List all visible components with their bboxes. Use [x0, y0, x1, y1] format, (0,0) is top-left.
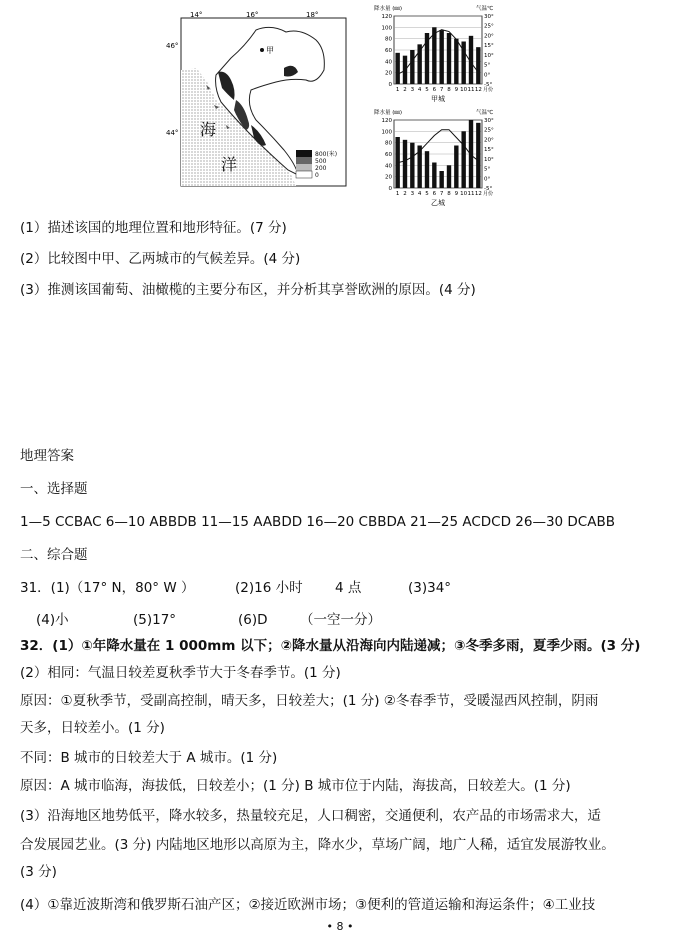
- country-map: [166, 10, 352, 188]
- month-label: 8: [447, 87, 451, 93]
- month-label: 11: [467, 87, 475, 93]
- right-tick-label: 20°: [484, 33, 494, 40]
- month-label: 9: [454, 87, 459, 93]
- right-tick-label: 25°: [484, 127, 494, 134]
- question-2: (2）比较图中甲、乙两城市的气候差异。(4 分): [20, 251, 301, 267]
- right-tick-label: -5°: [484, 186, 493, 192]
- left-axis-label: 降水量 (㎜): [374, 6, 403, 12]
- left-tick-label: 80: [385, 140, 392, 147]
- right-tick-label: 0°: [484, 72, 491, 79]
- month-label: 8: [447, 191, 451, 197]
- right-tick-label: -5°: [484, 82, 493, 88]
- precip-bar: [410, 143, 414, 188]
- month-label: 2: [403, 191, 407, 197]
- precip-bar: [476, 123, 480, 188]
- right-tick-label: 20°: [484, 137, 494, 144]
- q32-line-8: 合发展园艺业。(3 分) 内陆地区地形以高原为主，降水少，草场广阔，地广人稀，适宜发展游牧业。: [20, 837, 615, 853]
- month-unit: 月份: [483, 87, 494, 93]
- q31-part3: (3)34°: [408, 580, 452, 596]
- right-tick-label: 15°: [484, 147, 494, 154]
- q31-part2: (2)16 小时: [235, 580, 303, 596]
- precip-bar: [410, 50, 414, 84]
- month-label: 10: [460, 87, 468, 93]
- section-choice-heading: 一、选择题: [20, 481, 88, 497]
- q32-line-1: 32．(1）①年降水量在 1 000mm 以下；②降水量从沿海向内陆递减；③冬季多雨，夏季少雨。(3 分): [20, 638, 641, 654]
- question-1: (1）描述该国的地理位置和地形特征。(7 分): [20, 220, 287, 236]
- right-tick-label: 15°: [484, 43, 494, 50]
- q31-part2b: 4 点: [335, 580, 362, 596]
- left-tick-label: 0: [388, 82, 392, 88]
- q32-line-10: (4）①靠近波斯湾和俄罗斯石油产区；②接近欧洲市场；③便利的管道运输和海运条件；④工业技: [20, 897, 596, 913]
- right-tick-label: 30°: [484, 14, 494, 20]
- legend-500: 500: [315, 158, 327, 165]
- right-axis-label: 气温℃: [476, 110, 494, 116]
- sea-char-2: 洋: [221, 155, 238, 174]
- lon-14: 14°: [190, 11, 203, 19]
- question-3: (3）推测该国葡萄、油橄榄的主要分布区，并分析其享誉欧洲的原因。(4 分): [20, 282, 476, 298]
- choice-answers: 1—5 CCBAC 6—10 ABBDB 11—15 AABDD 16—20 CBBDA 21—25 ACDCD 26—30 DCABB: [20, 514, 615, 530]
- month-label: 1: [395, 87, 400, 93]
- legend-800: 800(米): [315, 151, 338, 158]
- q31-part4: (4)小: [36, 612, 69, 628]
- month-label: 6: [432, 191, 437, 197]
- city-jia-label: 甲: [266, 46, 274, 55]
- right-tick-label: 10°: [484, 52, 494, 59]
- q32-line-5: 不同：B 城市的日较差大于 A 城市。(1 分): [20, 750, 278, 766]
- q32-line-4: 天多，日较差小。(1 分): [20, 720, 165, 736]
- q31-part5: (5)17°: [133, 612, 177, 628]
- precip-bar: [439, 30, 443, 84]
- right-tick-label: 5°: [484, 166, 491, 173]
- month-label: 5: [425, 191, 429, 197]
- month-label: 9: [454, 191, 459, 197]
- right-tick-label: 25°: [484, 23, 494, 30]
- left-tick-label: 120: [381, 14, 392, 20]
- month-label: 3: [410, 191, 415, 197]
- lon-16: 16°: [246, 11, 259, 19]
- precip-bar: [454, 146, 458, 189]
- precip-bar: [447, 33, 451, 84]
- month-label: 5: [425, 87, 429, 93]
- month-label: 2: [403, 87, 407, 93]
- q31-part6: (6)D: [238, 612, 268, 628]
- left-axis-label: 降水量 (㎜): [374, 110, 403, 116]
- month-label: 4: [417, 87, 422, 93]
- legend-0: 0: [315, 172, 319, 179]
- precip-bar: [395, 53, 399, 84]
- q31-part1: 31．(1)（17° N，80° W ）: [20, 580, 195, 596]
- right-tick-label: 0°: [484, 176, 491, 183]
- precip-bar: [454, 39, 458, 84]
- month-label: 1: [395, 191, 400, 197]
- q32-line-6: 原因：A 城市临海，海拔低，日较差小；(1 分) B 城市位于内陆，海拔高，日较差大。(1 分): [20, 778, 571, 794]
- left-tick-label: 100: [381, 25, 392, 32]
- precip-bar: [432, 163, 436, 189]
- q32-line-3: 原因：①夏秋季节，受副高控制，晴天多，日较差大；(1 分) ②冬春季节，受暖湿西风控制，阴雨: [20, 693, 599, 709]
- lat-46: 46°: [166, 42, 179, 50]
- right-axis-label: 气温℃: [476, 6, 494, 12]
- right-tick-label: 30°: [484, 118, 494, 124]
- right-tick-label: 10°: [484, 156, 494, 163]
- q32-line-7: (3）沿海地区地势低平，降水较多，热量较充足，人口稠密，交通便利，农产品的市场需求大，适: [20, 808, 601, 824]
- month-label: 7: [439, 87, 444, 93]
- left-tick-label: 20: [385, 70, 392, 77]
- left-tick-label: 40: [385, 163, 392, 170]
- answers-title: 地理答案: [20, 448, 74, 464]
- climate-chart-jia: [372, 2, 502, 106]
- precip-bar: [425, 151, 429, 188]
- legend-200: 200: [315, 165, 327, 172]
- temperature-line: [398, 130, 479, 163]
- precip-bar: [403, 140, 407, 188]
- month-label: 10: [460, 191, 468, 197]
- month-label: 6: [432, 87, 437, 93]
- section-synthesis-heading: 二、综合题: [20, 547, 88, 563]
- left-tick-label: 40: [385, 59, 392, 66]
- month-label: 3: [410, 87, 415, 93]
- left-tick-label: 20: [385, 174, 392, 181]
- chart-city-name: 甲城: [431, 95, 445, 103]
- left-tick-label: 100: [381, 129, 392, 136]
- precip-bar: [476, 47, 480, 84]
- precip-bar: [439, 171, 443, 188]
- page-number: • 8 •: [326, 920, 354, 933]
- lon-18: 18°: [306, 11, 319, 19]
- climate-chart-yi: [372, 106, 502, 210]
- chart-city-name: 乙城: [431, 199, 445, 207]
- left-tick-label: 60: [385, 48, 392, 54]
- lat-44: 44°: [166, 129, 179, 137]
- month-unit: 月份: [483, 191, 494, 197]
- q32-line-2: (2）相同：气温日较差夏秋季节大于冬春季节。(1 分): [20, 665, 341, 681]
- q31-note: （一空一分）: [300, 612, 381, 628]
- sea-char-1: 海: [200, 120, 217, 139]
- precip-bar: [469, 120, 473, 188]
- temperature-line: [398, 30, 479, 75]
- month-label: 12: [474, 87, 482, 93]
- left-tick-label: 120: [381, 118, 392, 124]
- month-label: 7: [439, 191, 444, 197]
- left-tick-label: 80: [385, 36, 392, 43]
- q32-line-9: (3 分): [20, 864, 57, 880]
- left-tick-label: 0: [388, 186, 392, 192]
- precip-bar: [447, 165, 451, 188]
- right-tick-label: 5°: [484, 62, 491, 69]
- month-label: 11: [467, 191, 475, 197]
- left-tick-label: 60: [385, 152, 392, 158]
- precip-bar: [461, 131, 465, 188]
- month-label: 12: [474, 191, 482, 197]
- month-label: 4: [417, 191, 422, 197]
